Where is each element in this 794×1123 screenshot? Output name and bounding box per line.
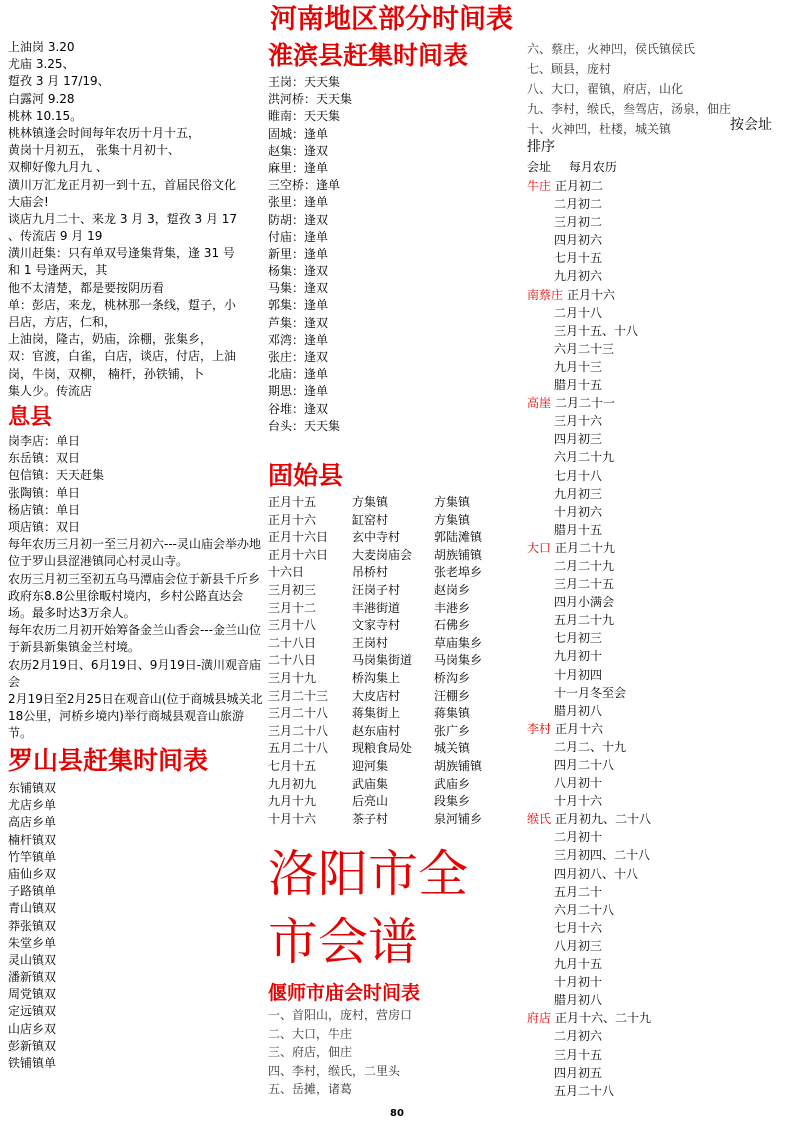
site-table: [527, 177, 789, 1100]
site-date-row: [527, 756, 789, 774]
gushi-town: 石佛乡: [434, 618, 471, 633]
huaibin-list: [268, 74, 523, 435]
huaibin-item: 固城：逢单: [268, 126, 329, 141]
site-date: 腊月十五: [554, 522, 603, 537]
xixian-item: 东岳镇：双日: [8, 451, 81, 466]
gushi-row: [268, 793, 523, 811]
site-date: 六月二十八: [554, 902, 615, 917]
site-date: 腊月初八: [554, 993, 603, 1008]
intro-line: 吕店，方店，仁和，: [8, 315, 117, 329]
site-date-row: [527, 467, 789, 485]
page-number: 80: [390, 1108, 404, 1119]
site-date-row: [527, 901, 789, 919]
gushi-town: 马岗集乡: [434, 653, 483, 668]
luoshan-item: 彭新镇双: [8, 1038, 57, 1053]
site-name: 府店: [527, 1011, 552, 1026]
gushi-date: 九月初九: [268, 776, 317, 791]
gushi-row: [268, 670, 523, 688]
yanshi-list-item: 一、首阳山，庞村，营房口: [268, 1008, 413, 1022]
xixian-list: [8, 433, 266, 536]
site-date-row: [527, 485, 789, 503]
luoshan-item: 尤店乡单: [8, 798, 57, 813]
gushi-place: 蒋集街上: [352, 706, 401, 721]
header-site: 会址: [527, 160, 552, 174]
gushi-place: 吊桥村: [352, 565, 389, 580]
site-date: 正月十六: [567, 287, 616, 302]
gushi-date: 三月初三: [268, 582, 317, 597]
gushi-place: 茶子村: [352, 811, 389, 826]
site-date-row: [527, 177, 789, 195]
gushi-row: [268, 740, 523, 758]
site-date: 十月初六: [554, 504, 603, 519]
gushi-date: 正月十六日: [268, 547, 329, 562]
gushi-place: 玄中寺村: [352, 530, 401, 545]
gushi-row: [268, 512, 523, 530]
site-date: 正月十六、二十九: [555, 1011, 652, 1026]
xixian-paragraph: 每年农历二月初开始筹备金兰山香会---金兰山位于新县新集镇金兰村境。: [8, 623, 261, 655]
gushi-row: [268, 547, 523, 565]
intro-line: 双柳好像九月九 、: [8, 160, 108, 175]
gushi-row: [268, 723, 523, 741]
site-date-row: [527, 991, 789, 1009]
gushi-row: [268, 564, 523, 582]
site-date: 五月二十九: [554, 613, 615, 628]
gushi-date: 十六日: [268, 565, 305, 580]
site-date: 三月初二: [554, 215, 603, 230]
intro-line: 他不太清楚，都是要按阴历看: [8, 280, 165, 295]
xixian-item: 张陶镇：单日: [8, 485, 81, 500]
site-date: 七月十五: [554, 251, 603, 266]
luoshan-item: 定远镇双: [8, 1004, 57, 1019]
gushi-date: 五月二十八: [268, 741, 329, 756]
gushi-place: 汪岗子村: [352, 582, 401, 597]
site-date: 正月初二: [555, 179, 604, 193]
yanshi-list-item: 四、李村，缑氏，二里头: [268, 1063, 401, 1078]
site-date: 九月十三: [554, 359, 603, 374]
page-title: 河南地区部分时间表: [270, 4, 513, 35]
site-date: 七月初三: [554, 631, 603, 646]
huaibin-item: 谷堆：逢双: [268, 401, 329, 416]
site-date: 二月初二: [554, 197, 603, 212]
intro-line: 岗，牛岗，双柳， 楠杆，孙铁铺，卜: [8, 366, 204, 381]
huaibin-item: 防胡：逢双: [268, 212, 329, 227]
xixian-title: 息县: [8, 404, 53, 430]
site-name: 缑氏: [527, 812, 552, 827]
intro-line: 潢川赶集：只有单双号逢集背集，逢 31 号: [8, 246, 235, 261]
gushi-place: 马岗集街道: [352, 653, 413, 668]
yanshi-list-item: 三、府店，佃庄: [268, 1045, 353, 1059]
gushi-place: 迎河集: [352, 758, 389, 773]
site-date: 三月十五: [554, 1047, 603, 1062]
huaibin-item: 台头：天天集: [268, 418, 341, 433]
gushi-town: 胡族铺镇: [434, 758, 483, 773]
intro-line: 和 1 号逢两天，其: [8, 263, 108, 278]
site-date-row: [527, 322, 789, 340]
yanshi-title: 偃师市庙会时间表: [268, 982, 421, 1004]
site-date: 二月二、十九: [554, 739, 627, 754]
xixian-item: 项店镇：双日: [8, 519, 81, 534]
huaibin-item: 杨集：逢双: [268, 264, 329, 279]
luoshan-item: 楠杆镇双: [8, 832, 57, 847]
luoshan-item: 庙仙乡双: [8, 866, 57, 881]
site-date: 二月初十: [554, 830, 603, 845]
huaibin-item: 睢南：天天集: [268, 109, 341, 124]
gushi-town: 丰港乡: [434, 600, 471, 615]
sort-label-2: 排序: [527, 139, 555, 155]
intro-line: 白露河 9.28: [8, 91, 75, 106]
site-date-row: [527, 304, 789, 322]
site-date-row: [527, 846, 789, 864]
gushi-town: 胡族铺镇: [434, 547, 483, 562]
gushi-row: [268, 635, 523, 653]
site-date: 十月初十: [554, 975, 603, 990]
huaibin-item: 洪河桥：天天集: [268, 92, 353, 107]
intro-line: 单：彭店，来龙，桃林那一条线，踅子，小: [8, 297, 237, 312]
site-date: 二月初六: [554, 1029, 603, 1044]
luoshan-item: 周党镇双: [8, 987, 57, 1002]
luoyang-title-line2: 市会谱: [268, 913, 418, 971]
gushi-town: 汪棚乡: [434, 688, 471, 703]
huaibin-item: 邓湾：逢单: [268, 332, 329, 347]
gushi-date: 正月十五: [268, 495, 317, 509]
site-date: 五月二十: [554, 884, 603, 899]
gushi-row: [268, 811, 523, 829]
intro-line: 踅孜 3 月 17/19、: [8, 74, 110, 89]
gushi-date: 三月十八: [268, 618, 317, 633]
yanshi-list: [268, 1006, 523, 1099]
gushi-town: 赵岗乡: [434, 582, 471, 597]
gushi-date: 正月十六日: [268, 530, 329, 545]
luoshan-list: [8, 780, 266, 1072]
site-date: 腊月初八: [554, 703, 603, 718]
luoshan-item: 东铺镇双: [8, 781, 57, 795]
site-date: 六月二十九: [554, 450, 615, 465]
site-date-row: [527, 521, 789, 539]
site-date: 九月十五: [554, 957, 603, 972]
gushi-town: 桥沟乡: [434, 670, 471, 685]
site-date-row: [527, 340, 789, 358]
intro-line: 上油岗，隆古，奶庙，涂棚，张集乡，: [8, 332, 213, 347]
huaibin-item: 新里：逢单: [268, 246, 329, 261]
gushi-date: 二十八日: [268, 653, 317, 668]
gushi-date: 二十八日: [268, 635, 317, 650]
luoshan-item: 竹竿镇单: [8, 849, 57, 864]
gushi-place: 缸窑村: [352, 512, 389, 527]
site-date: 四月初六: [554, 233, 603, 248]
gushi-town: 张广乡: [434, 723, 471, 738]
huaibin-item: 郭集：逢单: [268, 298, 329, 313]
gushi-place: 大皮店村: [352, 688, 401, 703]
site-name: 李村: [527, 721, 552, 736]
gushi-town: 方集镇: [434, 512, 471, 527]
xixian-item: 杨店镇：单日: [8, 502, 81, 517]
gushi-row: [268, 705, 523, 723]
site-date: 四月初三: [554, 432, 603, 447]
luoshan-item: 铁铺镇单: [8, 1056, 57, 1070]
site-date: 四月初五: [554, 1065, 603, 1080]
xixian-paragraph: 农历2月19日、6月19日、9月19日-潢川观音庙会: [8, 657, 262, 689]
site-date-row: [527, 702, 789, 720]
site-date: 五月二十八: [554, 1083, 615, 1098]
gushi-date: 三月二十八: [268, 706, 329, 721]
gushi-row: [268, 494, 523, 512]
site-date: 九月初十: [554, 649, 603, 664]
luoshan-item: 高店乡单: [8, 815, 57, 830]
xixian-paragraph: 农历三月初三至初五乌马潭庙会位于新县千斤乡政府东8.8公里徐畈村境内，乡村公路直达会场。最多时达3万余人。: [8, 571, 261, 620]
site-date: 三月二十五: [554, 577, 615, 592]
site-date: 腊月十五: [554, 378, 603, 393]
huaibin-item: 付庙：逢单: [268, 229, 329, 244]
site-date-row: [527, 593, 789, 611]
xixian-paragraph: 2月19日至2月25日在观音山(位于商城县城关北18公里，河桥乡境内)举行商城县观音山旅游节。: [8, 691, 263, 741]
site-date: 正月初九、二十八: [555, 812, 652, 827]
site-date-row: [527, 883, 789, 901]
site-date-row: [527, 937, 789, 955]
intro-line: 谈店九月二十、来龙 3 月 3，踅孜 3 月 17: [8, 211, 238, 226]
gushi-table: [268, 494, 523, 828]
xixian-item: 包信镇：天天赶集: [8, 468, 105, 483]
site-date-row: [527, 611, 789, 629]
gushi-date: 九月十九: [268, 794, 317, 809]
gushi-place: 王岗村: [352, 635, 389, 650]
yanshi-list-item: 八、大口，翟镇，府店，山化: [527, 82, 684, 96]
gushi-row: [268, 776, 523, 794]
luoyang-section: [268, 840, 523, 1099]
gushi-date: 正月十六: [268, 512, 317, 527]
yanshi-list-item: 二、大口，牛庄: [268, 1026, 353, 1041]
site-date-row: [527, 213, 789, 231]
site-date-row: [527, 249, 789, 267]
sort-label: 按会址: [730, 117, 772, 133]
gushi-town: 武庙乡: [434, 776, 471, 791]
huaibin-title: 淮滨县赶集时间表: [268, 41, 469, 70]
site-date: 十月初四: [554, 667, 603, 682]
site-date-row: [527, 575, 789, 593]
intro-line: 潢川万汇龙正月初一到十五，首届民俗文化: [8, 177, 237, 192]
site-date-row: [527, 666, 789, 684]
gushi-row: [268, 617, 523, 635]
huaibin-item: 马集：逢双: [268, 281, 329, 296]
site-date-row: [527, 503, 789, 521]
site-date: 四月小满会: [554, 595, 615, 610]
intro-line: 双：官渡，白雀，白店，谈店，付店，上油: [8, 349, 237, 364]
gushi-place: 文家寺村: [352, 618, 401, 633]
site-date-row: [527, 412, 789, 430]
site-date-row: [527, 774, 789, 792]
site-date-row: [527, 267, 789, 285]
gushi-place: 现粮食局处: [352, 741, 413, 756]
site-date-row: [527, 231, 789, 249]
gushi-row: [268, 529, 523, 547]
intro-block: [8, 39, 266, 400]
site-date: 三月十六: [554, 414, 603, 429]
gushi-place: 方集镇: [352, 495, 389, 509]
xixian-item: 岗李店：单日: [8, 434, 81, 448]
gushi-town: 郭陆滩镇: [434, 530, 483, 545]
site-date-row: [527, 430, 789, 448]
xixian-paragraph: 每年农历三月初一至三月初六---灵山庙会举办地位于罗山县涩港镇同心村灵山寺。: [8, 537, 261, 569]
huaibin-item: 张庄：逢双: [268, 350, 329, 364]
huaibin-item: 三空桥：逢单: [268, 178, 341, 193]
gushi-row: [268, 582, 523, 600]
site-date-row: [527, 973, 789, 991]
site-date-row: [527, 810, 789, 828]
huaibin-item: 北庙：逢单: [268, 367, 329, 382]
site-date-row: [527, 1027, 789, 1045]
site-date-row: [527, 195, 789, 213]
site-name: 高崖: [527, 396, 552, 411]
gushi-row: [268, 758, 523, 776]
gushi-date: 三月十九: [268, 670, 317, 685]
gushi-date: 十月十六: [268, 811, 317, 826]
site-date: 正月十六: [555, 721, 604, 736]
gushi-date: 三月二十三: [268, 688, 329, 703]
huaibin-item: 麻里：逢单: [268, 160, 329, 175]
site-date-row: [527, 1046, 789, 1064]
xixian-paragraphs: [8, 536, 266, 742]
gushi-row: [268, 600, 523, 618]
site-date-row: [527, 738, 789, 756]
site-date: 七月十六: [554, 920, 603, 935]
site-date: 三月初四、二十八: [554, 848, 651, 863]
site-name: 南蔡庄: [527, 287, 564, 302]
luoshan-item: 子路镇单: [8, 884, 57, 899]
gushi-place: 大麦岗庙会: [352, 547, 413, 562]
site-date-row: [527, 539, 789, 557]
yanshi-list-item: 六、蔡庄，火神凹，侯氏镇侯氏: [527, 42, 696, 56]
site-date-row: [527, 358, 789, 376]
gushi-row: [268, 652, 523, 670]
site-date: 六月二十三: [554, 341, 615, 356]
gushi-row: [268, 688, 523, 706]
site-date-row: [527, 647, 789, 665]
site-date: 四月二十八: [554, 758, 615, 772]
gushi-date: 三月二十八: [268, 723, 329, 738]
site-date-row: [527, 828, 789, 846]
luoshan-item: 潘新镇双: [8, 970, 57, 985]
huaibin-section: [268, 40, 523, 435]
site-date-row: [527, 376, 789, 394]
gushi-town: 张老埠乡: [434, 565, 483, 580]
site-date: 九月初三: [554, 486, 603, 501]
site-date-row: [527, 919, 789, 937]
luoshan-section: [8, 746, 266, 1072]
gushi-place: 丰港街道: [352, 600, 401, 615]
site-date-row: [527, 557, 789, 575]
gushi-town: 城关镇: [434, 741, 471, 756]
luoshan-item: 莽张镇双: [8, 918, 57, 933]
site-date-row: [527, 955, 789, 973]
huaibin-item: 赵集：逢双: [268, 143, 329, 158]
gushi-place: 武庙集: [352, 776, 389, 791]
intro-line: 、传流店 9 月 19: [8, 229, 103, 244]
site-date: 七月十八: [554, 468, 603, 483]
site-date: 二月二十九: [554, 558, 615, 573]
intro-line: 尤庙 3.25、: [8, 57, 75, 72]
site-date: 三月十五、十八: [554, 323, 639, 338]
site-date-row: [527, 720, 789, 738]
luoshan-item: 灵山镇双: [8, 952, 57, 967]
site-date: 十一月冬至会: [554, 685, 627, 700]
site-date: 四月初八、十八: [554, 866, 639, 881]
site-date-row: [527, 1082, 789, 1100]
gushi-town: 方集镇: [434, 495, 471, 509]
intro-line: 桃林 10.15。: [8, 108, 83, 123]
gushi-date: 七月十五: [268, 758, 317, 773]
header-date: 每月农历: [568, 160, 617, 174]
site-date: 二月十八: [554, 305, 603, 320]
site-date-row: [527, 865, 789, 883]
site-date: 八月初三: [554, 938, 603, 953]
intro-line: 集人少。传流店: [8, 383, 93, 398]
intro-line: 大庙会!: [8, 194, 49, 209]
site-date-row: [527, 684, 789, 702]
xixian-section: [8, 404, 266, 743]
huaibin-item: 张里：逢单: [268, 195, 329, 210]
luoshan-item: 山店乡双: [8, 1021, 57, 1036]
site-date: 十月十六: [554, 794, 603, 809]
gushi-title: 固始县: [268, 461, 344, 490]
intro-line: 桃林镇逢会时间每年农历十月十五，: [8, 125, 201, 140]
luoshan-item: 朱堂乡单: [8, 935, 57, 950]
yanshi-list-item: 五、岳摊，诸葛: [268, 1082, 353, 1096]
gushi-town: 段集乡: [434, 794, 471, 809]
gushi-place: 桥沟集上: [352, 670, 401, 685]
table-header: [527, 158, 727, 175]
site-date-row: [527, 286, 789, 304]
yanshi-list-item: 十、火神凹，杜楼，城关镇: [527, 122, 672, 136]
huaibin-item: 芦集：逢双: [268, 315, 329, 330]
luoshan-title: 罗山县赶集时间表: [8, 746, 209, 775]
site-date-row: [527, 1009, 789, 1027]
site-date-row: [527, 448, 789, 466]
site-name: 大口: [527, 540, 552, 555]
gushi-town: 泉河铺乡: [434, 811, 483, 826]
site-date: 八月初十: [554, 776, 603, 791]
intro-line: 黄岗十月初五， 张集十月初十、: [8, 143, 180, 158]
huaibin-item: 期思：逢单: [268, 384, 329, 399]
gushi-section: [268, 460, 523, 828]
gushi-town: 蒋集镇: [434, 706, 471, 721]
site-date-row: [527, 394, 789, 412]
intro-line: 上油岗 3.20: [8, 40, 75, 54]
site-date: 正月二十九: [555, 540, 616, 555]
site-date-row: [527, 629, 789, 647]
site-date: 二月二十一: [555, 396, 616, 411]
site-date-row: [527, 1064, 789, 1082]
yanshi-list-item: 九、李村，缑氏，叁驾店，汤泉，佃庄: [527, 102, 732, 116]
luoshan-item: 青山镇双: [8, 901, 57, 916]
huaibin-item: 王岗：天天集: [268, 75, 341, 89]
site-date-row: [527, 792, 789, 810]
gushi-place: 后亮山: [352, 794, 389, 809]
site-date: 九月初六: [554, 269, 603, 284]
site-name: 牛庄: [527, 179, 552, 193]
gushi-town: 草庙集乡: [434, 635, 483, 650]
left-column: [8, 39, 266, 400]
gushi-place: 赵东庙村: [352, 723, 401, 738]
gushi-date: 三月十二: [268, 600, 317, 615]
yanshi-list-item: 七、顾县，庞村: [527, 62, 612, 76]
luoyang-title-line1: 洛阳市全: [268, 845, 468, 903]
